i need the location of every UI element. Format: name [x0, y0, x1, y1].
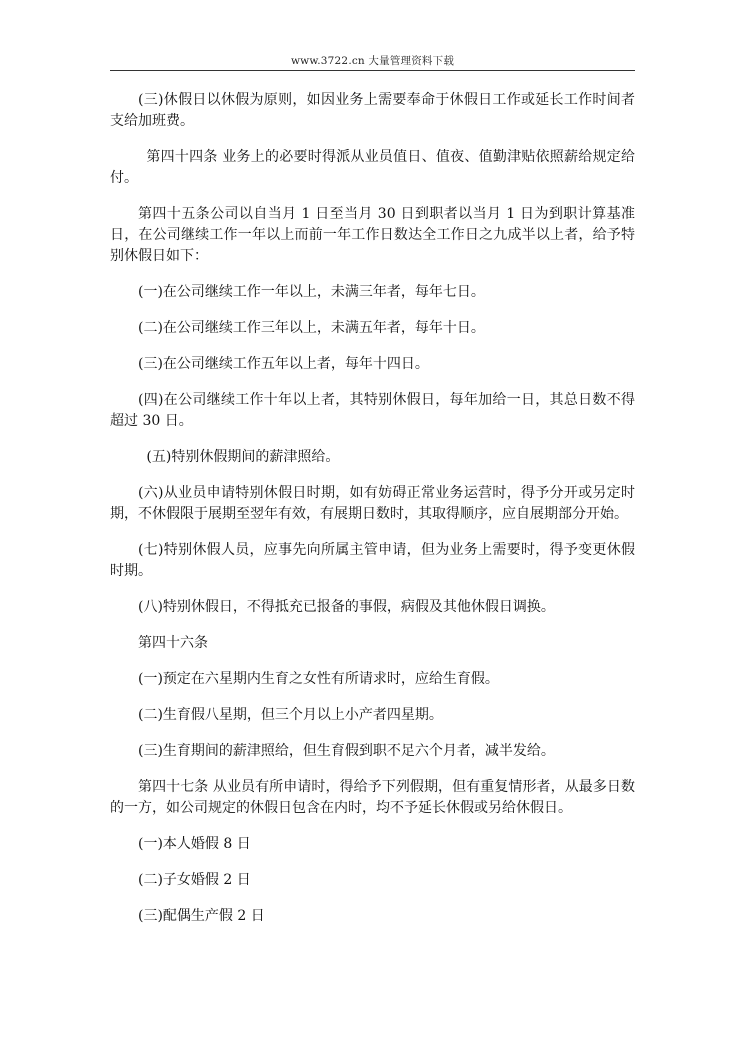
- paragraph-leave-item-7: (七)特别休假人员，应事先向所属主管申请，但为业务上需要时，得予变更休假时期。: [110, 542, 635, 579]
- paragraph-article-45: 第四十五条公司以自当月 1 日至当月 30 日到职者以当月 1 日为到职计算基准日，在公司继续工作一年以上而前一年工作日数达全工作日之九成半以上者，给予特别休假日如下：: [110, 206, 635, 264]
- paragraph-special-leave-2: (二)子女婚假 2 日: [138, 872, 251, 888]
- header-text: www.3722.cn 大量管理资料下载: [290, 55, 455, 67]
- paragraph-leave-item-1: (一)在公司继续工作一年以上，未满三年者，每年七日。: [138, 284, 485, 300]
- paragraph-leave-item-2: (二)在公司继续工作三年以上，未满五年者，每年十日。: [138, 320, 485, 336]
- paragraph-special-leave-1: (一)本人婚假 8 日: [138, 836, 251, 852]
- paragraph-leave-item-4: (四)在公司继续工作十年以上者，其特别休假日，每年加给一日，其总日数不得超过 30 日。: [110, 392, 635, 429]
- paragraph-maternity-item-1: (一)预定在六星期内生育之女性有所请求时，应给生育假。: [138, 671, 499, 687]
- paragraph-maternity-item-2: (二)生育假八星期，但三个月以上小产者四星期。: [138, 707, 443, 723]
- paragraph-leave-item-3: (三)在公司继续工作五年以上者，每年十四日。: [138, 356, 429, 372]
- paragraph-article-46: 第四十六条: [138, 635, 208, 651]
- document-body: [110, 90, 635, 927]
- page-header: [110, 52, 635, 71]
- paragraph-leave-item-6: (六)从业员申请特别休假日时期，如有妨碍正常业务运营时，得予分开或另定时期，不休假限于展期至翌年有效，有展期日数时，其取得顺序，应自展期部分开始。: [110, 485, 635, 522]
- paragraph-leave-item-5: (五)特别休假期间的薪津照给。: [146, 449, 340, 465]
- paragraph-maternity-item-3: (三)生育期间的薪津照给，但生育假到职不足六个月者，减半发给。: [138, 743, 555, 759]
- paragraph-special-leave-3: (三)配偶生产假 2 日: [138, 908, 265, 924]
- paragraph-article-47: 第四十七条 从业员有所申请时，得给予下列假期，但有重复情形者，从最多日数的一方，如公司规定的休假日包含在内时，均不予延长休假或另给休假日。: [110, 779, 635, 816]
- paragraph-article-44: 第四十四条 业务上的必要时得派从业员值日、值夜、值勤津贴依照薪给规定给付。: [110, 149, 635, 186]
- paragraph-holiday-overtime: (三)休假日以休假为原则，如因业务上需要奉命于休假日工作或延长工作时间者支给加班费。: [110, 92, 635, 129]
- paragraph-leave-item-8: (八)特别休假日，不得抵充已报备的事假，病假及其他休假日调换。: [138, 599, 555, 615]
